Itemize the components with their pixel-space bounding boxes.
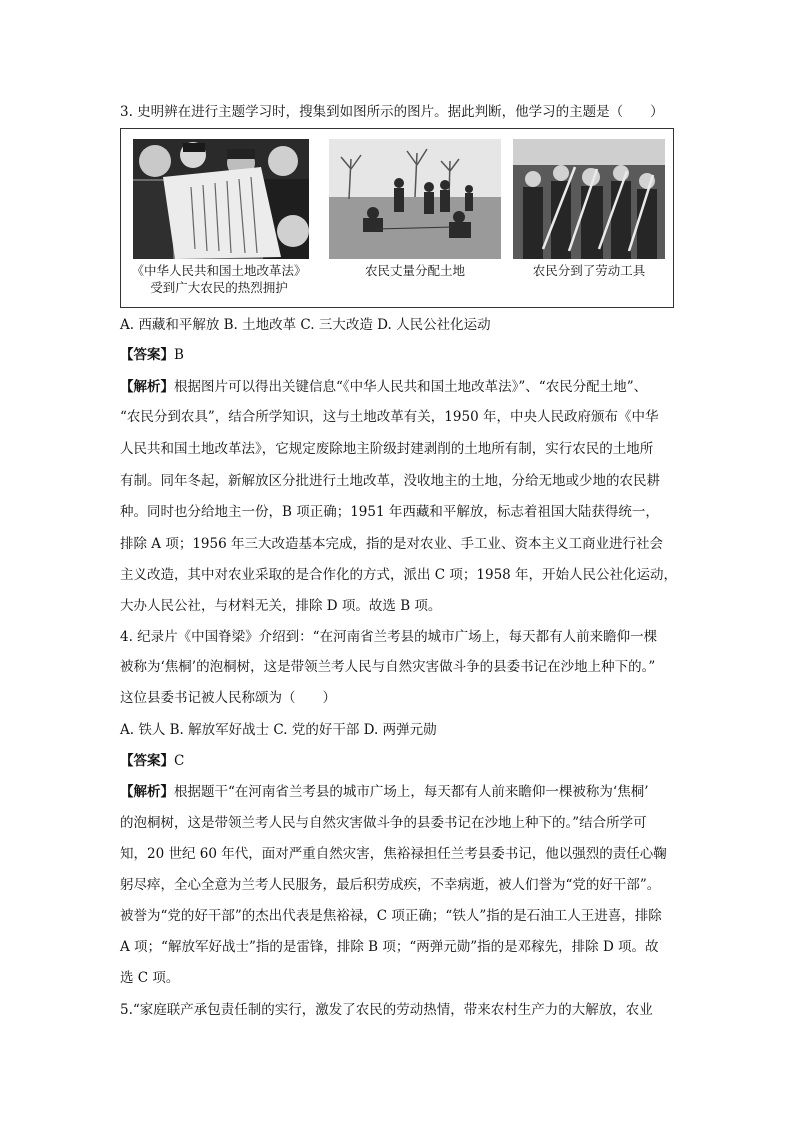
answer-value: C (174, 753, 185, 769)
q4-analysis-line: 的泡桐树，这是带领兰考人民与自然灾害做斗争的县委书记在沙地上种下的。”结合所学可 (120, 815, 647, 831)
q4-options: A. 铁人 B. 解放军好战士 C. 党的好干部 D. 两弹元勋 (120, 722, 437, 738)
q3-analysis-line: 主义改造，其中对农业采取的是合作化的方式，派出 C 项；1958 年，开始人民公社化运动， (120, 567, 678, 583)
photo-measuring-land (329, 139, 501, 259)
q4-stem-line: 4. 纪录片《中国脊梁》介绍到：“在河南省兰考县的城市广场上，每天都有人前来瞻仰一棵 (120, 629, 658, 645)
q5-stem-line: 5.“家庭联产承包责任制的实行，激发了农民的劳动热情，带来农村生产力的大解放，农业 (120, 1002, 653, 1018)
analysis-label: 【解析】 (120, 379, 174, 395)
q4-analysis-line: 知，20 世纪 60 年代，面对严重自然灾害，焦裕禄担任兰考县委书记，他以强烈的责任心鞠 (120, 846, 667, 862)
photo-land-reform-law (133, 139, 309, 259)
q3-analysis-line: 大办人民公社，与材料无关，排除 D 项。故选 B 项。 (120, 598, 442, 614)
q3-figure (120, 128, 674, 308)
q3-analysis-line: 排除 A 项；1956 年三大改造基本完成，指的是对农业、手工业、资本主义工商业进行社会 (120, 536, 663, 552)
q3-analysis-line: 人民共和国土地改革法》，它规定废除地主阶级封建剥削的土地所有制，实行农民的土地所 (120, 441, 654, 457)
caption-farm-tools: 农民分到了劳动工具 (532, 263, 646, 278)
q4-analysis-line: A 项；“解放军好战士”指的是雷锋，排除 B 项；“两弹元勋”指的是邓稼先，排除 D 项。故 (120, 939, 659, 955)
q4-analysis-line: 被誉为“党的好干部”的杰出代表是焦裕禄，C 项正确；“铁人”指的是石油工人王进喜，排除 (120, 908, 662, 924)
answer-label: 【答案】 (120, 753, 174, 769)
caption-measuring-land: 农民丈量分配土地 (364, 263, 465, 278)
q3-analysis-line: “农民分到农具”，结合所学知识，这与土地改革有关，1950 年，中央人民政府颁布《中华 (120, 409, 659, 425)
q3-analysis-line: 【解析】根据图片可以得出关键信息“《中华人民共和国土地改革法》”、“农民分配土地”、 (120, 379, 648, 395)
q3-analysis-line: 有制。同年冬起，新解放区分批进行土地改革，没收地主的土地，分给无地或少地的农民耕 (120, 473, 660, 489)
photo-farm-tools (513, 139, 665, 259)
q4-analysis-line: 躬尽瘁，全心全意为兰考人民服务，最后积劳成疾，不幸病逝，被人们誉为“党的好干部”。 (120, 877, 661, 893)
q3-options: A. 西藏和平解放 B. 土地改革 C. 三大改造 D. 人民公社化运动 (120, 317, 491, 333)
q4-stem-line: 被称为‘焦桐’的泡桐树，这是带领兰考人民与自然灾害做斗争的县委书记在沙地上种下的。” (120, 659, 656, 675)
q4-answer (120, 752, 184, 770)
analysis-label: 【解析】 (120, 784, 174, 800)
q3-answer (120, 346, 184, 364)
answer-label: 【答案】 (120, 347, 174, 363)
caption-land-reform-law: 《中华人民共和国土地改革法》 受到广大农民的热烈拥护 (131, 263, 307, 295)
answer-value: B (174, 347, 184, 363)
q4-analysis-line: 选 C 项。 (120, 970, 180, 986)
q3-analysis-line: 种。同时也分给地主一份，B 项正确；1951 年西藏和平解放，标志着祖国大陆获得统一， (120, 504, 659, 520)
q3-stem: 3. 史明辨在进行主题学习时，搜集到如图所示的图片。据此判断，他学习的主题是（ ） (120, 104, 664, 120)
q4-stem-line: 这位县委书记被人民称颂为（ ） (120, 690, 336, 706)
q4-analysis-line: 【解析】根据题干“在河南省兰考县的城市广场上，每天都有人前来瞻仰一棵被称为‘焦桐’ (120, 784, 649, 800)
